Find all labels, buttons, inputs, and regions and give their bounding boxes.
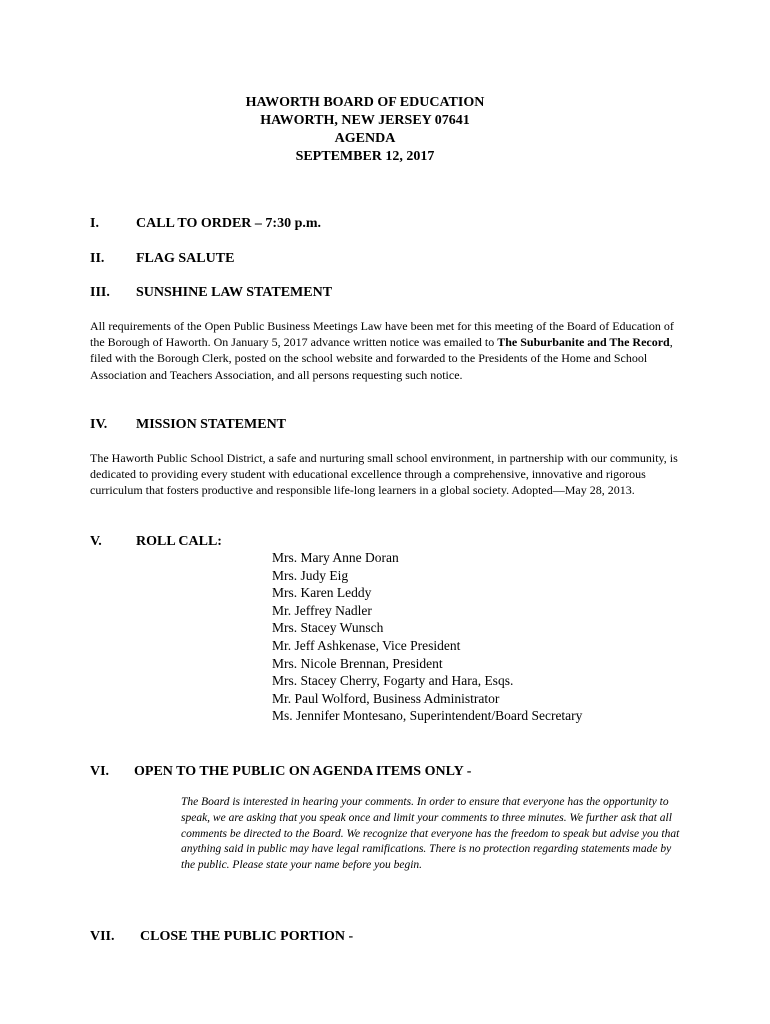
roll-call-member: Mrs. Stacey Wunsch (272, 620, 384, 636)
section-3-title: SUNSHINE LAW STATEMENT (136, 285, 333, 300)
roll-call-member: Mr. Jeff Ashkenase, Vice President (272, 637, 461, 653)
section-6-number: VI. (90, 764, 110, 779)
section-7-number: VII. (90, 929, 115, 944)
section-3-number: III. (90, 285, 110, 300)
sunshine-text-a: All requirements of the Open Public Business Meetings Law have been met for this meeting of the Board of Education of the Borough of Haworth. On January 5, 2017 advance written notice was emailed to (90, 319, 674, 350)
sunshine-law-paragraph (90, 318, 690, 383)
public-comment-note: The Board is interested in hearing your comments. In order to ensure that everyone has the opportunity to speak, we are asking that you speak once and limit your comments to three minutes. We further ask that all comments be directed to the Board. We recognize that everyone has the freedom to speak but advise you that anything said in public may have legal ramifications. There is no protection regarding statements made by the public. Please state your name before you begin. (181, 796, 680, 872)
mission-statement-paragraph: The Haworth Public School District, a safe and nurturing small school environment, in partnership with our community, is dedicated to providing every student with educational excellence through a comprehensive, innovative and rigorous curriculum that fosters productive and responsible life-long learners in a global society. Adopted—May 28, 2013. (90, 451, 678, 498)
roll-call-member: Mrs. Nicole Brennan, President (272, 655, 443, 671)
sunshine-newspapers: The Suburbanite and The Record (497, 335, 670, 350)
section-4-title: MISSION STATEMENT (136, 417, 287, 432)
roll-call-member: Mr. Jeffrey Nadler (272, 602, 372, 618)
roll-call-member: Mr. Paul Wolford, Business Administrator (272, 690, 500, 706)
roll-call-member: Mrs. Stacey Cherry, Fogarty and Hara, Esqs. (272, 673, 514, 689)
section-1-number: I. (90, 216, 99, 231)
roll-call-member: Mrs. Mary Anne Doran (272, 550, 399, 565)
roll-call-member: Mrs. Karen Leddy (272, 585, 372, 601)
section-4-number: IV. (90, 417, 108, 432)
section-2-title: FLAG SALUTE (136, 251, 235, 266)
roll-call-member: Ms. Jennifer Montesano, Superintendent/Board Secretary (272, 708, 583, 724)
section-7-title: CLOSE THE PUBLIC PORTION - (140, 929, 354, 944)
roll-call-member: Mrs. Judy Eig (272, 567, 349, 583)
roll-call-list (272, 549, 582, 725)
section-1-title: CALL TO ORDER – 7:30 p.m. (136, 216, 322, 231)
sunshine-text-b: , filed with the Borough Clerk, posted on the school website and forwarded to the Presidents of the Home and School Association and Teachers Association, and all persons requesting such notice. (90, 335, 673, 382)
section-6-title: OPEN TO THE PUBLIC ON AGENDA ITEMS ONLY - (134, 764, 472, 779)
header-board-name: HAWORTH BOARD OF EDUCATION (245, 95, 485, 110)
section-5-number: V. (90, 534, 102, 549)
section-5-title: ROLL CALL: (136, 534, 222, 549)
document-header (0, 94, 730, 166)
header-location: HAWORTH, NEW JERSEY 07641 (260, 113, 470, 128)
header-date: SEPTEMBER 12, 2017 (295, 149, 435, 164)
section-2-number: II. (90, 251, 105, 266)
header-doc-type: AGENDA (334, 131, 396, 146)
